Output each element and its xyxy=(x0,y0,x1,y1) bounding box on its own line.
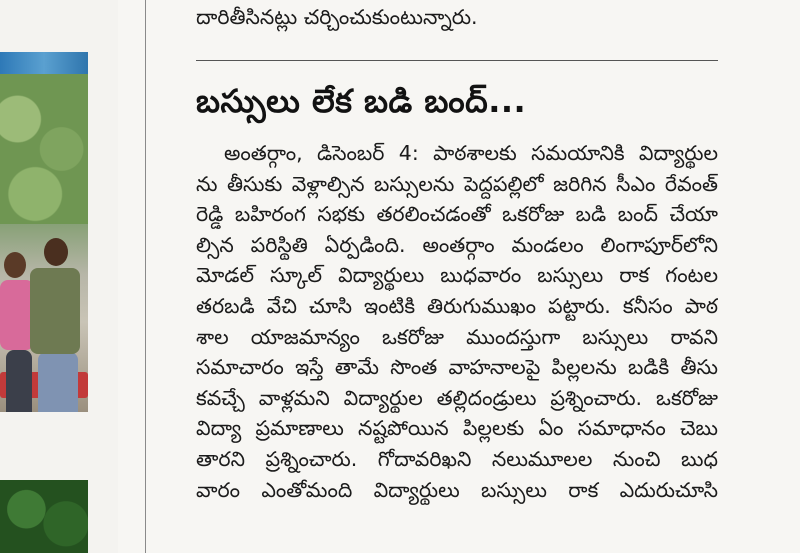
article-line: మోడల్ స్కూల్ విద్యార్థులు బుధవారం బస్సులు రాక గంటల xyxy=(196,263,718,288)
article-line: రెడ్డి బహిరంగ సభకు తరలించడంతో ఒకరోజు బడి బంద్ చేయా xyxy=(196,202,718,227)
news-photo-people xyxy=(0,52,88,412)
article-headline: బస్సులు లేక బడి బంద్... xyxy=(196,82,527,120)
photo-person-1-head xyxy=(4,252,26,278)
photo-person-2-legs xyxy=(38,352,78,412)
photo-tent-canopy xyxy=(0,52,88,74)
left-column xyxy=(0,0,118,553)
article-line: ను తీసుకు వెళ్లాల్సిన బస్సులను పెద్దపల్లిలో జరిగిన సీఎం రేవంత్ xyxy=(196,171,718,196)
article-line: కవచ్చే వాళ్లమని విద్యార్థుల తల్లిదండ్రులు ప్రశ్నించారు. ఒకరోజు xyxy=(196,385,718,410)
column-divider xyxy=(145,0,146,553)
article-line: తారని ప్రశ్నించారు. గోదావరిఖని నలుమూలల నుంచి బుధ xyxy=(196,446,718,471)
photo-person-2-head xyxy=(44,238,68,266)
previous-article-last-line: దారితీసినట్లు చర్చించుకుంటున్నారు. xyxy=(196,5,478,29)
article-separator xyxy=(196,60,718,61)
article-body xyxy=(196,138,718,505)
photo-person-2-body xyxy=(30,268,80,354)
news-photo-bottom xyxy=(0,480,88,553)
article-line: అంతర్గాం, డిసెంబర్ 4: పాఠశాలకు సమయానికి విద్యార్థుల xyxy=(224,141,718,165)
article-line: విద్యా ప్రమాణాలు నష్టపోయిన పిల్లలకు ఏం సమాధానం చెబు xyxy=(196,416,718,441)
article-line: శాల యాజమాన్యం ఒకరోజు ముందస్తుగా బస్సులు రావని xyxy=(196,324,718,349)
photo-foliage xyxy=(0,74,88,224)
article-line: సమాచారం ఇస్తే తామే సొంత వాహనాలపై పిల్లలను బడికి తీసు xyxy=(196,355,718,380)
article-line: తరబడి వేచి చూసి ఇంటికి తిరుగుముఖం పట్టారు. కనీసం పాఠ xyxy=(196,293,718,318)
article-line: వారం ఎంతోమంది విద్యార్థులు బస్సులు రాక ఎదురుచూసి xyxy=(196,477,718,502)
photo-person-1-body xyxy=(0,280,34,350)
article-line: ల్సిన పరిస్థితి ఏర్పడింది. అంతర్గాం మండలం లింగాపూర్‌లోని xyxy=(196,232,718,257)
photo-person-1-legs xyxy=(6,350,32,412)
